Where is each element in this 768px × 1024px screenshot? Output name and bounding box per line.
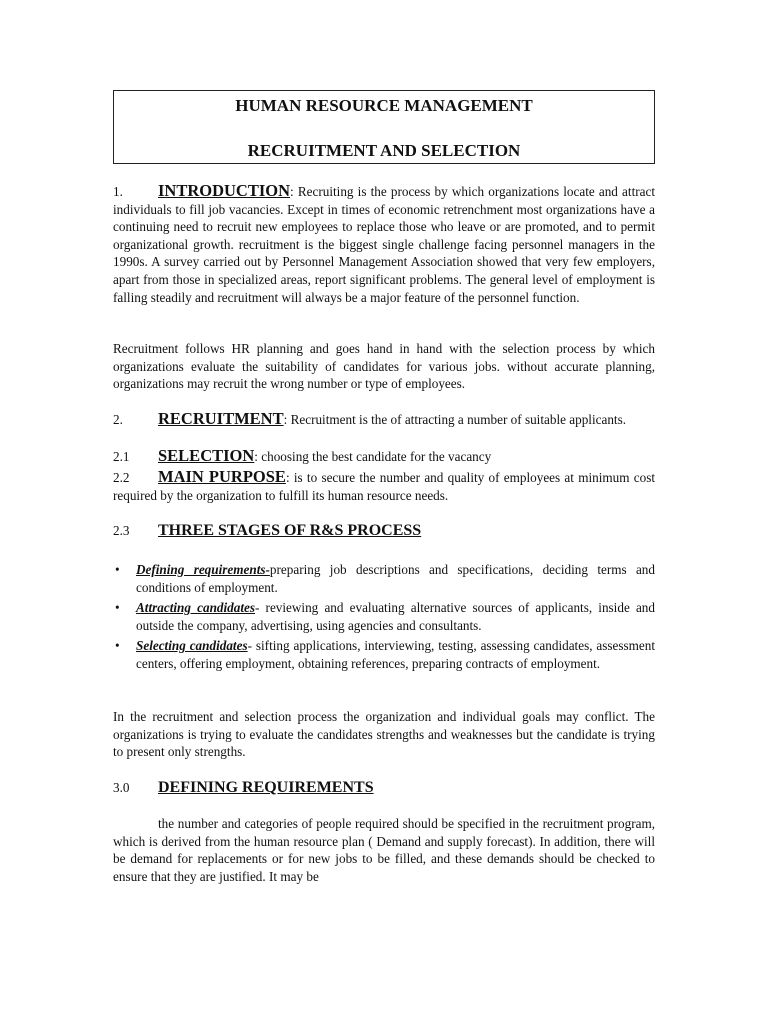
selection-paragraph xyxy=(113,447,655,466)
list-term: Selecting candidates xyxy=(136,638,248,654)
section-heading: THREE STAGES OF R&S PROCESS xyxy=(158,522,422,539)
document-subtitle: RECRUITMENT AND SELECTION xyxy=(247,141,521,160)
intro-paragraph xyxy=(113,182,655,306)
list-item xyxy=(113,561,655,596)
selection-text: : choosing the best candidate for the vacancy xyxy=(254,449,492,464)
recruitment-text: : Recruitment is the of attracting a number of suitable applicants. xyxy=(283,412,627,427)
defining-paragraph: the number and categories of people required should be specified in the recruitment program, which is derived from the human resource plan ( Demand and supply forecast). In addition, there will be demand for replacements or for new jobs to be filled, and these demands should be checked to ensure that they are justified. It may be xyxy=(113,816,655,884)
intro-section xyxy=(113,182,655,306)
section-number: 1. xyxy=(113,184,123,199)
body-paragraph: Recruitment follows HR planning and goes hand in hand with the selection process by which organizations evaluate the suitability of candidates for various jobs. without accurate planning, organizations may recruit the wrong number or type of employees. xyxy=(113,341,655,392)
defining-section xyxy=(113,815,655,885)
list-text: - sifting applications, interviewing, testing, assessing candidates, assessment centers, offering employment, obtaining references, preparing contracts of employment. xyxy=(136,638,655,671)
document-title: HUMAN RESOURCE MANAGEMENT xyxy=(235,96,533,115)
paragraph-hr-planning xyxy=(113,340,655,393)
stages-heading-paragraph xyxy=(113,522,655,540)
list-text: preparing job descriptions and specifications, deciding terms and conditions of employment. xyxy=(136,562,655,595)
list-text: - reviewing and evaluating alternative sources of applicants, inside and outside the company, advertising, using agencies and consultants. xyxy=(136,600,655,633)
defining-heading-row xyxy=(113,779,655,797)
body-paragraph: In the recruitment and selection process the organization and individual goals may conflict. The organizations is trying to evaluate the candidates strengths and weaknesses but the candidate is trying to present only strengths. xyxy=(113,709,655,760)
bullet-icon: • xyxy=(115,562,120,577)
intro-text: : Recruiting is the process by which organizations locate and attract individuals to fill job vacancies. Except in times of economic retrenchment most organizations have a continuing need to recruit new employees to replace those who leave or are promoted, and to permit organizational growth. recruitment is the biggest single challenge facing personnel managers in the 1990s. A survey carried out by Personnel Management Association showed that very few employers, apart from those in specialized areas, report significant problems. The general level of employment is falling steadily and recruitment will always be a major feature of the personnel function. xyxy=(113,184,655,305)
list-term: Attracting candidates xyxy=(136,600,255,616)
section-heading: MAIN PURPOSE xyxy=(158,467,286,486)
recruitment-section xyxy=(113,410,655,429)
section-number: 3.0 xyxy=(113,780,130,795)
section-number: 2. xyxy=(113,412,123,427)
bullet-icon: • xyxy=(115,638,120,654)
recruitment-paragraph xyxy=(113,410,655,429)
stages-list xyxy=(113,561,655,676)
selection-section xyxy=(113,447,655,466)
section-heading: DEFINING REQUIREMENTS xyxy=(158,779,374,796)
section-heading: RECRUITMENT xyxy=(158,409,284,428)
defining-heading-paragraph xyxy=(113,779,655,797)
bullet-icon: • xyxy=(115,600,120,616)
section-number: 2.3 xyxy=(113,523,130,538)
paragraph-goals xyxy=(113,708,655,761)
purpose-text: : is to secure the number and quality of employees at minimum cost required by the organization to fulfill its human resource needs. xyxy=(113,470,655,503)
list-item xyxy=(113,599,655,634)
section-heading: INTRODUCTION xyxy=(158,181,291,200)
section-number: 2.2 xyxy=(113,470,130,485)
stages-heading-row xyxy=(113,522,655,540)
title-box xyxy=(113,90,655,164)
purpose-section xyxy=(113,468,655,504)
list-term: Defining requirements- xyxy=(136,562,270,577)
section-number: 2.1 xyxy=(113,449,130,464)
purpose-paragraph xyxy=(113,468,655,504)
section-heading: SELECTION xyxy=(158,446,255,465)
list-item xyxy=(113,637,655,672)
